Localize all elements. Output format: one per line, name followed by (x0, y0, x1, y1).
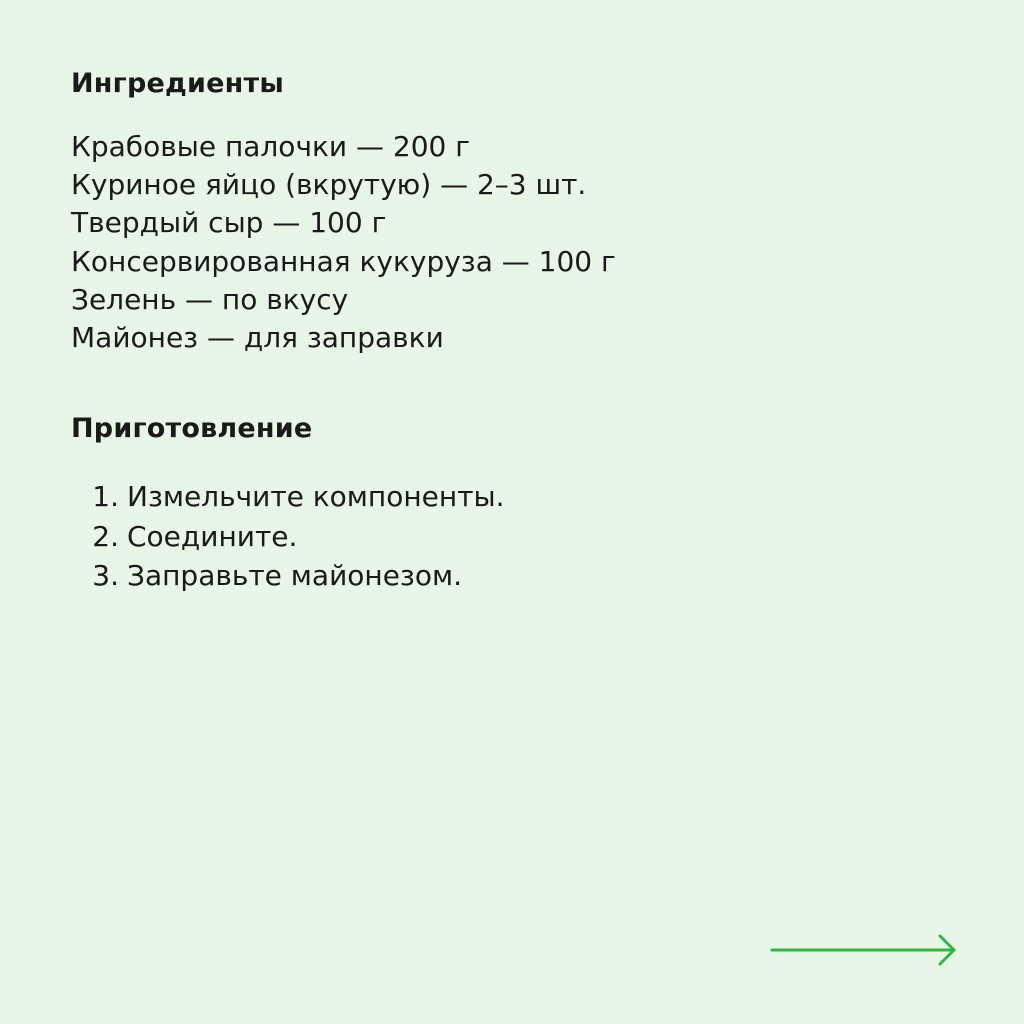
step-item (71, 517, 505, 557)
step-number: 2. (92, 519, 119, 553)
step-item (71, 477, 505, 517)
ingredients-list (71, 128, 616, 357)
arrow-right-icon (770, 932, 960, 968)
ingredient-item: Куриное яйцо (вкрутую) — 2–3 шт. (71, 168, 587, 202)
step-number: 1. (92, 480, 119, 513)
next-slide-button[interactable] (770, 932, 960, 968)
ingredients-heading: Ингредиенты (71, 68, 284, 99)
ingredient-item: Консервированная кукуруза — 100 г (71, 244, 616, 278)
step-text: Заправьте майонезом. (127, 559, 462, 592)
preparation-heading: Приготовление (71, 413, 313, 444)
ingredient-item: Твердый сыр — 100 г (71, 206, 387, 240)
step-number: 3. (92, 559, 119, 592)
ingredient-item: Зелень — по вкусу (71, 282, 349, 316)
ingredient-item: Крабовые палочки — 200 г (71, 130, 470, 163)
step-text: Соедините. (127, 519, 298, 553)
step-text: Измельчите компоненты. (127, 480, 505, 513)
preparation-steps (71, 477, 505, 596)
step-item (71, 556, 505, 596)
ingredient-item: Майонез — для заправки (71, 321, 444, 355)
